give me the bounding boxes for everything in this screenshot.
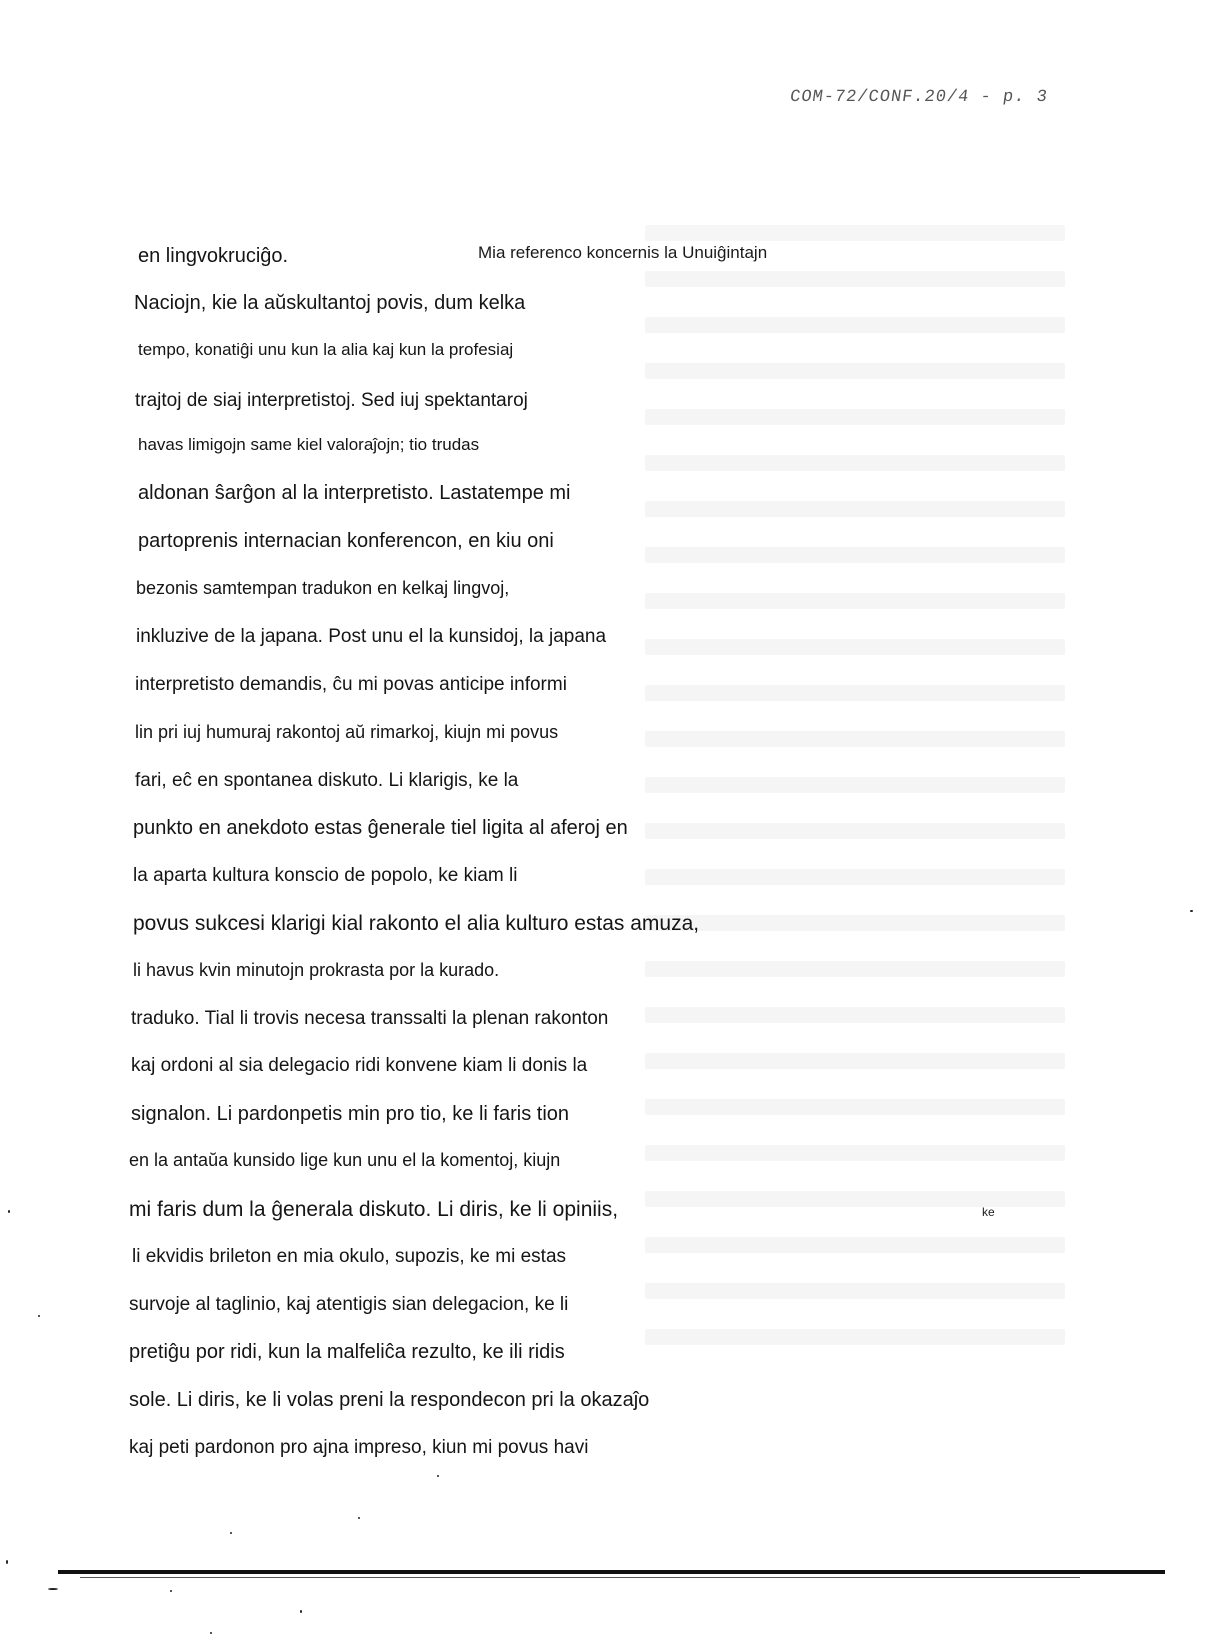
text-line-17: traduko. Tial li trovis necesa transsalti la plenan rakonton <box>131 1008 609 1029</box>
scan-speck <box>170 1590 172 1592</box>
footer-rule-shadow <box>80 1577 1080 1578</box>
scan-speck <box>1190 910 1193 912</box>
text-line-25: sole. Li diris, ke li volas preni la respondecon pri la okazaĵo <box>129 1389 650 1411</box>
text-line-20: en la antaŭa kunsido lige kun unu el la komentoj, kiujn <box>129 1150 561 1170</box>
text-line-1: en lingvokruciĝo. <box>138 245 289 267</box>
scan-speck <box>6 1560 8 1564</box>
annotation-margin-note: ke <box>982 1205 995 1219</box>
text-line-24: pretiĝu por ridi, kun la malfeliĉa rezulto, ke ili ridis <box>129 1341 565 1363</box>
scan-speck <box>38 1315 40 1317</box>
text-line-19: signalon. Li pardonpetis min pro tio, ke li faris tion <box>131 1103 570 1125</box>
text-line-21: mi faris dum la ĝenerala diskuto. Li diris, ke li opiniis, <box>129 1198 619 1221</box>
scan-speck <box>8 1210 10 1213</box>
document-code: COM-72/CONF.20/4 - p. 3 <box>788 88 1049 107</box>
text-line-4: trajtoj de siaj interpretistoj. Sed iuj spektantaroj <box>135 390 528 411</box>
text-line-13: punkto en anekdoto estas ĝenerale tiel ligita al aferoj en <box>133 817 628 839</box>
text-line-10: interpretisto demandis, ĉu mi povas anticipe informi <box>135 674 567 695</box>
scan-speck <box>48 1588 58 1590</box>
text-line-12: fari, eĉ en spontanea diskuto. Li klarigis, ke la <box>135 770 519 791</box>
text-line-2: Naciojn, kie la aŭskultantoj povis, dum kelka <box>134 292 526 314</box>
text-line-14: la aparta kultura konscio de popolo, ke kiam li <box>133 865 518 886</box>
footer-rule <box>58 1570 1165 1574</box>
text-line-26: kaj peti pardonon pro ajna impreso, kiun mi povus havi <box>129 1437 589 1458</box>
scan-speck <box>230 1532 232 1534</box>
scan-speck <box>358 1517 360 1519</box>
text-line-22: li ekvidis brileton en mia okulo, supozis, ke mi estas <box>132 1246 567 1267</box>
text-line-18: kaj ordoni al sia delegacio ridi konvene kiam li donis la <box>131 1055 588 1076</box>
text-line-7: partoprenis internacian konferencon, en kiu oni <box>138 530 554 552</box>
text-line-23: survoje al taglinio, kaj atentigis sian delegacion, ke li <box>129 1294 569 1315</box>
text-line-8: bezonis samtempan tradukon en kelkaj lingvoj, <box>136 578 510 598</box>
text-line-16: li havus kvin minutojn prokrasta por la kurado. <box>133 960 500 980</box>
scan-speck <box>300 1610 302 1613</box>
bleed-through-shadow <box>645 225 1065 1405</box>
text-line-15: povus sukcesi klarigi kial rakonto el alia kulturo estas amuza, <box>133 912 700 935</box>
annotation-top-right: Mia referenco koncernis la Unuiĝintajn <box>478 243 768 262</box>
text-line-3: tempo, konatiĝi unu kun la alia kaj kun la profesiaj <box>138 340 514 359</box>
text-line-6: aldonan ŝarĝon al la interpretisto. Lastatempe mi <box>138 482 571 504</box>
scan-speck <box>210 1632 212 1634</box>
text-line-11: lin pri iuj humuraj rakontoj aŭ rimarkoj, kiujn mi povus <box>135 722 559 742</box>
text-line-5: havas limigojn same kiel valoraĵojn; tio trudas <box>138 435 480 454</box>
text-line-9: inkluzive de la japana. Post unu el la kunsidoj, la japana <box>136 626 607 647</box>
scan-speck <box>437 1475 439 1477</box>
